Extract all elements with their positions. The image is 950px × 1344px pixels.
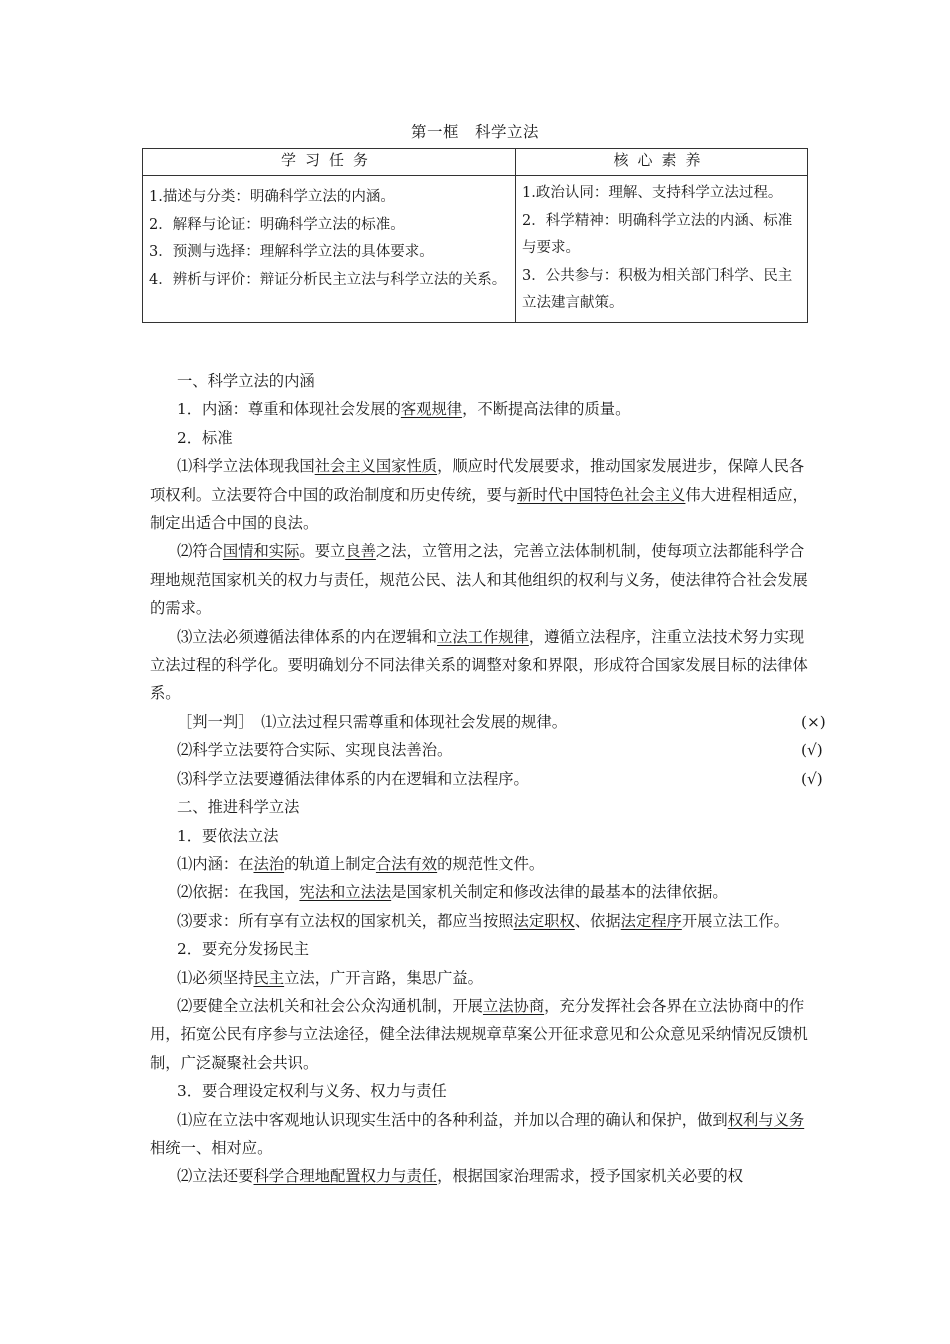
fill-blank: 新时代中国特色社会主义: [517, 485, 686, 504]
fill-blank: 良善: [345, 542, 376, 561]
fill-blank: 立法工作规律: [437, 627, 529, 646]
paragraph: ⑶要求：所有享有立法权的国家机关，都应当按照法定职权、依据法定程序开展立法工作。: [177, 911, 789, 930]
tasks-cell: [143, 176, 516, 323]
fill-blank: 客观规律: [400, 400, 463, 419]
paragraph: ⑵要健全立法机关和社会公众沟通机制，开展立法协商，充分发挥社会各界在立法协商中的作用，拓宽公民有序参与立法途径，健全法律法规规章草案公开征求意见和公众意见采纳情况反馈机制，广泛凝聚社会共识。: [150, 996, 808, 1072]
paragraph: ⑵依据：在我国，宪法和立法法是国家机关制定和修改法律的最基本的法律依据。: [177, 883, 728, 902]
paragraph: ⑵符合国情和实际。要立良善之法，立管用之法，完善立法体制机制，使每项立法都能科学合理地规范国家机关的权力与责任，规范公民、法人和其他组织的权利与义务，使法律符合社会发展的需求。: [150, 542, 808, 618]
judge-item: [150, 736, 823, 764]
judge-text: ⑶科学立法要遵循法律体系的内在逻辑和立法程序。: [177, 769, 529, 788]
fill-blank: 科学合理地配置权力与责任: [253, 1167, 438, 1186]
fill-blank: 法治: [253, 854, 285, 873]
learning-table: [142, 148, 808, 323]
judge-text: ⑵科学立法要符合实际、实现良法善治。: [177, 741, 453, 760]
paragraph: ⑵立法还要科学合理地配置权力与责任，根据国家治理需求，授予国家机关必要的权: [177, 1167, 744, 1186]
paragraph: 1．内涵：尊重和体现社会发展的客观规律，不断提高法律的质量。: [177, 400, 631, 419]
paragraph: ⑴必须坚持民主立法，广开言路，集思广益。: [177, 968, 483, 987]
judge-answer: (×): [801, 712, 826, 731]
paragraph: ⑶立法必须遵循法律体系的内在逻辑和立法工作规律，遵循立法程序，注重立法技术努力实现立法过程的科学化。要明确划分不同法律关系的调整对象和界限，形成符合国家发展目标的法律体系。: [150, 627, 808, 703]
fill-blank: 法定职权: [513, 911, 575, 930]
task-item: 4．辨析与评价：辩证分析民主立法与科学立法的关系。: [149, 271, 507, 288]
task-item: 2．解释与论证：明确科学立法的标准。: [149, 216, 405, 233]
task-item: 1.描述与分类：明确科学立法的内涵。: [149, 189, 395, 205]
judge-answer: (√): [801, 769, 823, 788]
judge-item: [150, 708, 826, 736]
sub-heading: 3．要合理设定权利与义务、权力与责任: [177, 1082, 447, 1101]
header-core-literacy: 核心素养: [516, 149, 808, 176]
sub-heading: 2．要充分发扬民主: [177, 940, 310, 959]
sub-heading: 1．要依法立法: [177, 826, 279, 845]
fill-blank: 社会主义国家性质: [314, 457, 438, 476]
literacy-item: 2．科学精神：明确科学立法的内涵、标准与要求。: [522, 212, 793, 256]
content-body: [150, 367, 826, 1191]
judge-item: [150, 765, 823, 793]
literacy-cell: [516, 176, 808, 323]
paragraph: ⑴应在立法中客观地认识现实生活中的各种利益，并加以合理的确认和保护，做到权利与义务相统一、相对应。: [150, 1110, 805, 1157]
fill-blank: 国情和实际: [222, 542, 300, 561]
fill-blank: 法定程序: [620, 911, 682, 930]
fill-blank: 民主: [253, 968, 285, 987]
sub-heading: 2．标准: [177, 428, 233, 447]
literacy-item: 3．公共参与：积极为相关部门科学、民主立法建言献策。: [522, 267, 793, 311]
section-heading: 二、推进科学立法: [177, 798, 300, 817]
literacy-item: 1.政治认同：理解、支持科学立法过程。: [522, 185, 783, 201]
header-learning-tasks: 学习任务: [143, 149, 516, 176]
fill-blank: 宪法和立法法: [299, 883, 392, 902]
task-item: 3．预测与选择：理解科学立法的具体要求。: [149, 244, 434, 260]
judge-answer: (√): [801, 741, 823, 760]
fill-blank: 权利与义务: [727, 1110, 805, 1129]
section-heading: 一、科学立法的内涵: [177, 372, 315, 390]
judge-text: ［判一判］ ⑴立法过程只需尊重和体现社会发展的规律。: [177, 712, 568, 731]
paragraph: ⑴科学立法体现我国社会主义国家性质，顺应时代发展要求，推动国家发展进步，保障人民各项权利。立法要符合中国的政治制度和历史传统，要与新时代中国特色社会主义伟大进程相适应，制定出适合中国的良法。: [150, 457, 808, 533]
fill-blank: 合法有效: [375, 854, 438, 873]
paragraph: ⑴内涵：在法治的轨道上制定合法有效的规范性文件。: [177, 854, 545, 873]
fill-blank: 立法协商: [482, 996, 545, 1015]
page-title: 第一框 科学立法: [410, 123, 539, 141]
